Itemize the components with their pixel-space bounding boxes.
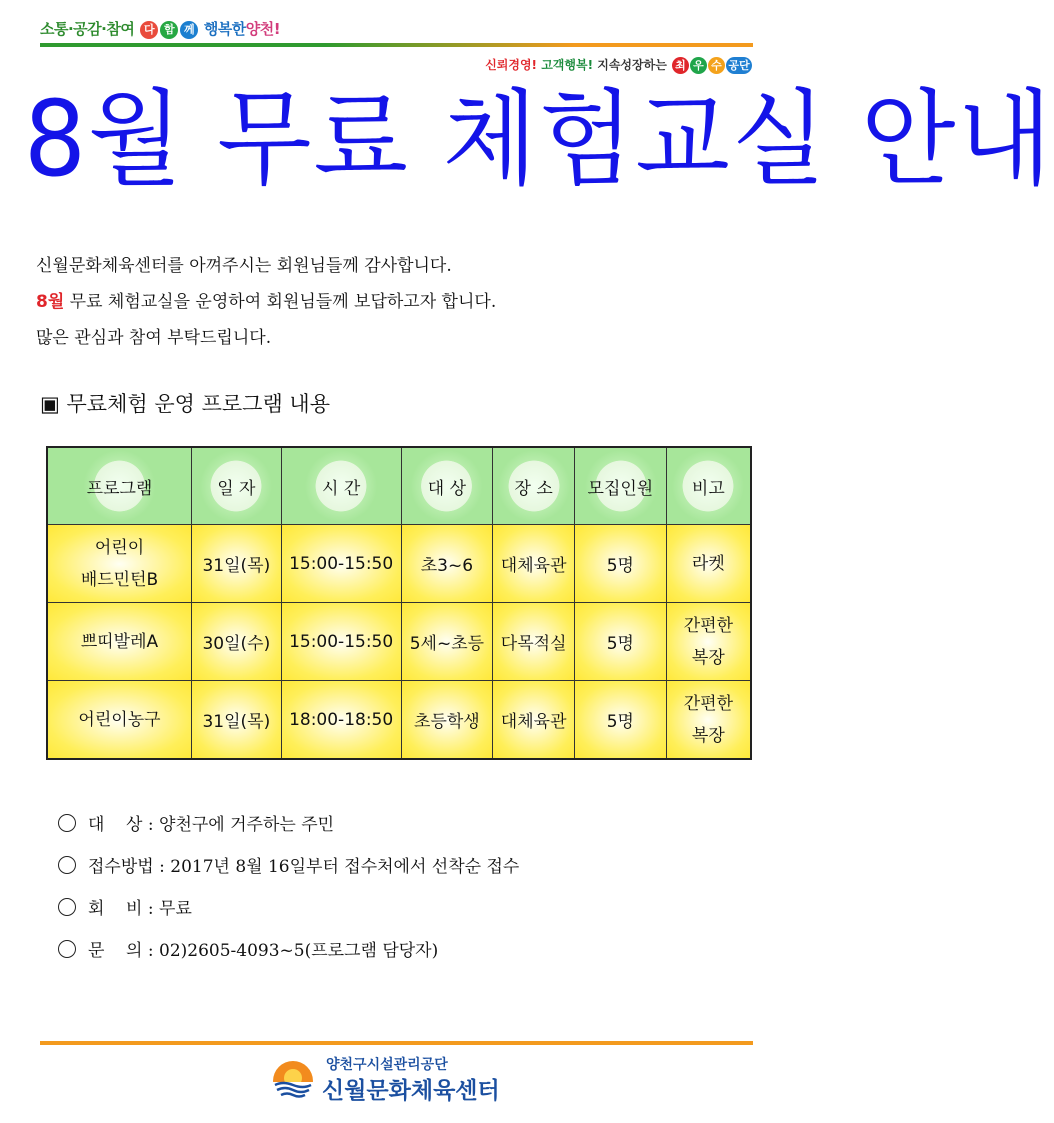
slogan-place: 양천! [245, 20, 281, 38]
sun-wave-logo-icon [272, 1060, 314, 1102]
section-title: ▣ 무료체험 운영 프로그램 내용 [40, 392, 330, 416]
note-line-2: 복장 [691, 647, 725, 668]
info-value: 02)2605-4093~5(프로그램 담당자) [159, 941, 439, 961]
cell-program [47, 681, 191, 760]
motto-badge-2: 우 [690, 57, 707, 74]
cell-capacity: 5명 [575, 525, 667, 603]
header-capacity: 모집인원 [575, 447, 667, 525]
cell-time: 15:00-15:50 [281, 603, 401, 681]
bullet-circle-icon [58, 814, 76, 832]
motto-happiness: 고객행복! [541, 58, 594, 72]
header-note: 비고 [666, 447, 751, 525]
header-slogan [40, 18, 280, 39]
motto-trust: 신뢰경영! [485, 58, 538, 72]
intro-line-2-rest: 무료 체험교실을 운영하여 회원님들께 보답하고자 합니다. [64, 292, 497, 312]
cell-place: 대체육관 [493, 681, 575, 760]
cell-program [47, 525, 191, 603]
note-line-1: 간편한 [683, 615, 733, 636]
slogan-badge-2: 함 [160, 21, 178, 39]
header-divider [40, 43, 753, 47]
header-target: 대 상 [401, 447, 493, 525]
info-label: 문 의 [88, 941, 143, 961]
motto-badge-4: 공단 [726, 57, 752, 74]
info-label: 접수방법 [88, 857, 154, 877]
footer-logo [272, 1054, 532, 1110]
cell-note [666, 681, 751, 760]
cell-target: 초3~6 [401, 525, 493, 603]
header-program: 프로그램 [47, 447, 191, 525]
cell-target: 초등학생 [401, 681, 493, 760]
info-fee: 회 비 : 무료 [58, 894, 192, 919]
cell-capacity: 5명 [575, 603, 667, 681]
footer-org-name: 양천구시설관리공단 [326, 1057, 448, 1073]
cell-target: 5세~초등 [401, 603, 493, 681]
note-line-1: 라켓 [691, 553, 725, 574]
header-place: 장 소 [493, 447, 575, 525]
cell-date: 31일(목) [191, 681, 281, 760]
program-line-1: 쁘띠발레A [80, 631, 159, 652]
footer-center-name: 신월문화체육센터 [322, 1078, 500, 1104]
cell-place: 대체육관 [493, 525, 575, 603]
info-value: 2017년 8월 16일부터 접수처에서 선착순 접수 [170, 857, 520, 877]
slogan-badge-1: 다 [140, 21, 158, 39]
info-contact: 문 의 : 02)2605-4093~5(프로그램 담당자) [58, 936, 438, 961]
program-line-2: 배드민턴B [80, 569, 159, 590]
slogan-badge-3: 께 [180, 21, 198, 39]
note-line-2: 복장 [691, 725, 725, 746]
cell-date: 30일(수) [191, 603, 281, 681]
motto-badge-3: 수 [708, 57, 725, 74]
intro-line-3: 많은 관심과 참여 부탁드립니다. [36, 328, 272, 348]
table-header-row [47, 447, 751, 525]
program-table [46, 446, 752, 760]
footer-divider [40, 1041, 753, 1045]
table-row [47, 525, 751, 603]
cell-note [666, 525, 751, 603]
table-row [47, 681, 751, 760]
page-title: 8월 무료 체험교실 안내 [23, 78, 1054, 200]
header-date: 일 자 [191, 447, 281, 525]
cell-capacity: 5명 [575, 681, 667, 760]
cell-date: 31일(목) [191, 525, 281, 603]
cell-note [666, 603, 751, 681]
cell-time: 18:00-18:50 [281, 681, 401, 760]
info-value: 무료 [159, 899, 192, 919]
cell-time: 15:00-15:50 [281, 525, 401, 603]
info-label: 회 비 [88, 899, 143, 919]
slogan-prefix: 소통·공감·참여 [40, 20, 135, 38]
intro-month: 8월 [36, 292, 65, 312]
cell-program [47, 603, 191, 681]
slogan-happy: 행복한 [203, 20, 246, 38]
table-row [47, 603, 751, 681]
info-registration: 접수방법 : 2017년 8월 16일부터 접수처에서 선착순 접수 [58, 852, 519, 877]
intro-text [36, 248, 756, 356]
bullet-circle-icon [58, 856, 76, 874]
info-target: 대 상 : 양천구에 거주하는 주민 [58, 810, 334, 835]
motto-badge-1: 최 [672, 57, 689, 74]
header-time: 시 간 [281, 447, 401, 525]
info-label: 대 상 [88, 815, 143, 835]
cell-place: 다목적실 [493, 603, 575, 681]
program-line-1: 어린이 [94, 537, 145, 558]
bullet-circle-icon [58, 940, 76, 958]
note-line-1: 간편한 [683, 693, 733, 714]
motto-growth: 지속성장하는 [597, 58, 667, 72]
info-value: 양천구에 거주하는 주민 [159, 815, 335, 835]
header-motto [485, 56, 752, 74]
intro-line-1: 신월문화체육센터를 아껴주시는 회원님들께 감사합니다. [36, 256, 452, 276]
program-line-1: 어린이농구 [78, 709, 161, 730]
bullet-circle-icon [58, 898, 76, 916]
intro-line-2 [36, 284, 756, 320]
